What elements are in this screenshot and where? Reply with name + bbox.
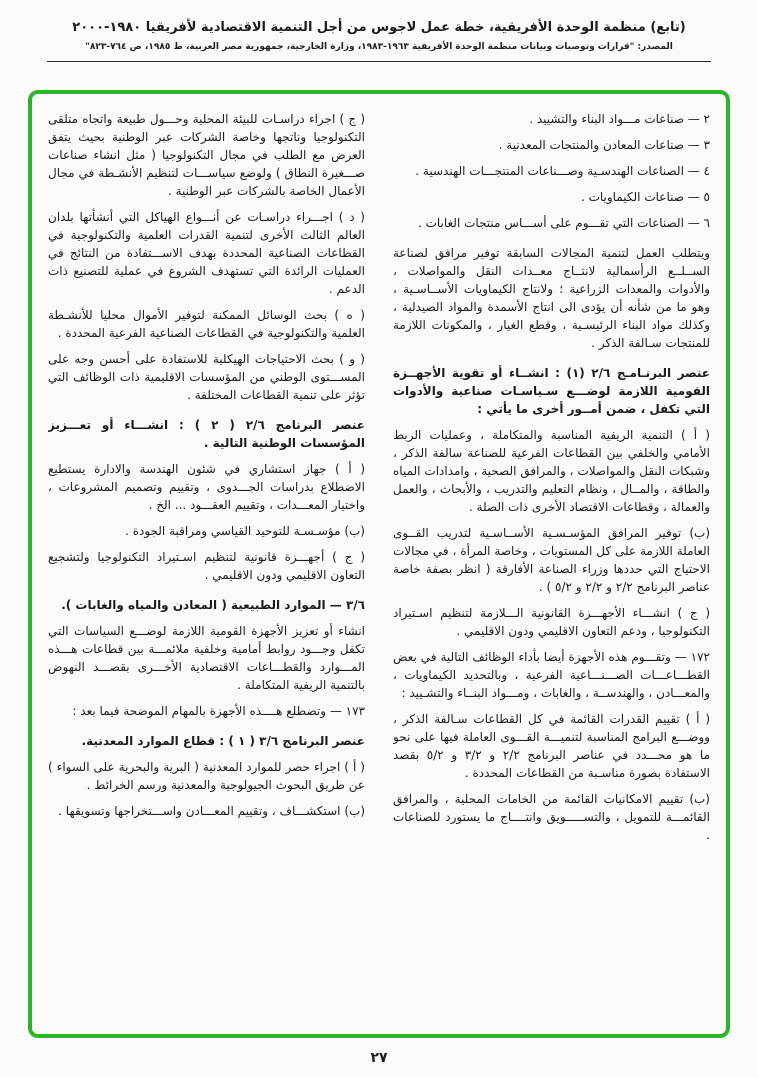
lettered-item-a: ( أ ) تقييم القدرات القائمة في كل القطاعات سـالفة الذكر ، ووضـــع البرامج المناسبة لتنميـــة القـــوى العاملة فيها على نحو ما هو محـــدد في عناصر البرنامج ٢/٢ و ٣/٢ و ٥/٢ بقصد الاستفادة بصورة مناسـبة من القطاعات المحددة .: [393, 712, 710, 780]
numbered-list-item: ٢ — صناعات مـــواد البناء والتشييد .: [529, 112, 710, 126]
paragraph-173: ١٧٣ — وتضطلع هــــذه الأجهزة بالمهام الموضحة فيما بعد :: [72, 704, 365, 718]
section-heading-2-6-1: عنصر البرنـامـج ٢/٦ (١) : انشــاء أو تقوية الأجهــزة القومية اللازمة لوضـــع سـياسـات صناعية والأدوات التي تكفل ، ضمن أمــور أخرى ما يأتي :: [393, 366, 710, 416]
lettered-item-a: ( أ ) اجراء حصر للموارد المعدنية ( البرية والبحرية على السواء ) عن طريق البحوث الجيولوجية والمعدنية ورسم الخرائط .: [48, 760, 365, 792]
lettered-item-b: (ب) توفير المرافق المؤسـسـية الأســاسـية لتدريب القــوى العاملة اللازمة على كل المستويات ، وخاصة المرأة ، في مجالات الاحتياج التي حددها وزراء الصناعة الأفارقة ( انظر بصفة خاصة عناصر البرنامج ٢/٢ و ٢/٢ و ٥/٢ ) .: [393, 526, 710, 594]
section-heading-3-6-1: عنصر البرنامج ٣/٦ ( ١ ) : قطاع الموارد المعدنية.: [81, 734, 365, 748]
numbered-list-item: ٣ — صناعات المعادن والمنتجات المعدنية .: [498, 138, 710, 152]
lettered-item-a: ( أ ) التنمية الريفية المناسبة والمتكاملة ، وعمليات الربط الأمامي والخلفي بين القطاعات الفرعية للصناعة سالفة الذكر ، وشبكات النقل والمواصلات ، والمرافق الصحية ، وامدادات المياه والطاقة ، والمــال ، ونظام التعليم والتدريب ، والأبحاث ، والعمل والعمالة ، وقطاعات الاقتصاد الأخرى ذات الصلة .: [393, 428, 710, 514]
header-divider: [47, 61, 711, 62]
lettered-item-b: (ب) مؤسـسـة للتوحيد القياسي ومراقبة الجودة .: [125, 524, 365, 538]
right-column: [393, 110, 710, 1022]
lettered-item-b: (ب) تقييم الامكانيات القائمة من الخامات المحلية ، والمرافق القائمـــة للتمويل ، والتســـــويق وانتــــاج ما يستورد للصناعات .: [393, 792, 710, 842]
document-source-line: المصدر: "قرارات وتوصيات وبيانات منظمة الوحدة الأفريقية ١٩٦٣-١٩٨٣، وزارة الخارجية، جمهورية مصر العربية، ط ١٩٨٥، ص ٧٦٤-٨٢٣": [85, 42, 673, 52]
page-number: ٢٧: [370, 1050, 388, 1066]
document-title: (تابع) منظمة الوحدة الأفريقية، خطة عمل لاجوس من أجل التنمية الاقتصادية لأفريقيا ١٩٨٠-٢٠٠٠: [72, 20, 686, 35]
section-heading-3-6: ٣/٦ — الموارد الطبيعية ( المعادن والمياه والغابات ).: [61, 598, 365, 612]
lettered-item-c: ( ج ) أجهـــزة قانونية لتنظيم اسـتيراد التكنولوجيا ولتشجيع التعاون الاقليمي ودون الاقليمي .: [48, 550, 365, 582]
lettered-item-j: ( ج ) اجراء دراسـات للبيئة المحلية وحـــول طبيعة واتجاه متلقى التكنولوجيا وناتجها وخاصة الشركات عبر الوطنية بحيث يتفق العرض مع الطلب في مجال التكنولوجيا ( مثل انشاء صناعات صـــغيرة النطاق ) ولوضع سياســـات لتنظيم الأنشـطة في مجال الأعمال الخاصة بالشركات عبر الوطنية .: [48, 112, 365, 198]
section-heading-2-6-2: عنصر البرنامج ٢/٦ ( ٢ ) : انشـــاء أو تعـــزيز المؤسسات الوطنية التالية .: [48, 418, 365, 450]
lettered-item-c: ( ج ) انشـــاء الأجهـــزة القانونية الـــلازمة لتنظيم اسـتيراد التكنولوجيا ، ودعم التعاون الاقليمي ودون الاقليمي .: [393, 606, 710, 638]
lettered-item-a: ( أ ) جهاز استشاري في شئون الهندسة والادارة يستطيع الاضطلاع بدراسات الجـــدوى ، وتقييم وتصميم المشروعات ، واختيار المعـــدات ، وتقييم العقـــود ... الخ .: [48, 462, 365, 512]
lettered-item-w: ( و ) بحث الاحتياجات الهيكلية للاستفادة على أحسن وجه على المســـتوى الوطني من المؤسسات الاقليمية ذات الوظائف التي تؤثر على تنمية القطاعات المختلفة .: [48, 352, 365, 402]
paragraph-172: ١٧٢ — وتقـــوم هذه الأجهزة أيضا بأداء الوظائف التالية في بعض القطـــاعـــات الصـــنـــاعية الفرعية ، وبالتحديد الكيماويات ، والمعـــادن ، والهندســة ، والغابات ، ومـــواد البنــاء والتشـييد :: [393, 650, 710, 700]
left-column: [48, 110, 365, 1022]
paragraph-3-6: انشاء أو تعزيز الأجهزة القومية اللازمة لوضـــع السياسات التي تكفل وجـــود روابط أمامية وخلفية ملائمـــة بين قطاعات هـــذه المـــوارد والقطـــاعات الاقتصادية الأخـــرى بقصـــد النهوض بالتنمية الريفية المتكاملة .: [48, 624, 365, 692]
green-border-frame: [28, 90, 730, 1038]
document-header: [0, 20, 758, 62]
numbered-list-item: ٦ — الصناعات التي تقـــوم على أســـاس منتجات الغابات .: [417, 216, 710, 230]
paragraph-intro: ويتطلب العمل لتنمية المجالات السابقة توفير مرافق لصناعة الســلــع الرأسمالية لانتــاج معــدات النقل والمواصلات ، والأدوات والمعدات الزراعية ؛ ولانتاج الكيماويات الأســاسـية ، وهو ما من شأنه أن يؤدى الى انتاج الأسمدة والمواد الصيدلية ، وكذلك مواد البناء الرئيسـية ، وقطع الغيار ، والمكونات اللازمة للمنتجات سـالفة الذكر .: [393, 246, 710, 350]
lettered-item-h: ( ه ) بحث الوسائل الممكنة لتوفير الأموال محليا للأنشـطة العلمية والتكنولوجية في القطاعات الصناعية الفرعية المحددة .: [48, 308, 365, 340]
numbered-list-item: ٥ — صناعات الكيماويات .: [580, 190, 710, 204]
lettered-item-d: ( د ) اجـــراء دراسـات عن أنـــواع الهياكل التي أنشأتها بلدان العالم الثالث الأخرى لتنمية القدرات العلمية والتكنولوجية في القطاعات الصناعية المحددة بهدف الاســـتفادة من النتائج في العمليات الرائدة التي تستهدف الشروع في عملية للتصنيع ذات الدعم .: [48, 210, 365, 296]
lettered-item-b: (ب) استكشـــاف ، وتقييم المعـــادن واســـتخراجها وتسويقها .: [58, 804, 365, 818]
numbered-list-item: ٤ — الصناعات الهندسـية وصـــناعات المنتجـــات الهندسية .: [415, 164, 710, 178]
